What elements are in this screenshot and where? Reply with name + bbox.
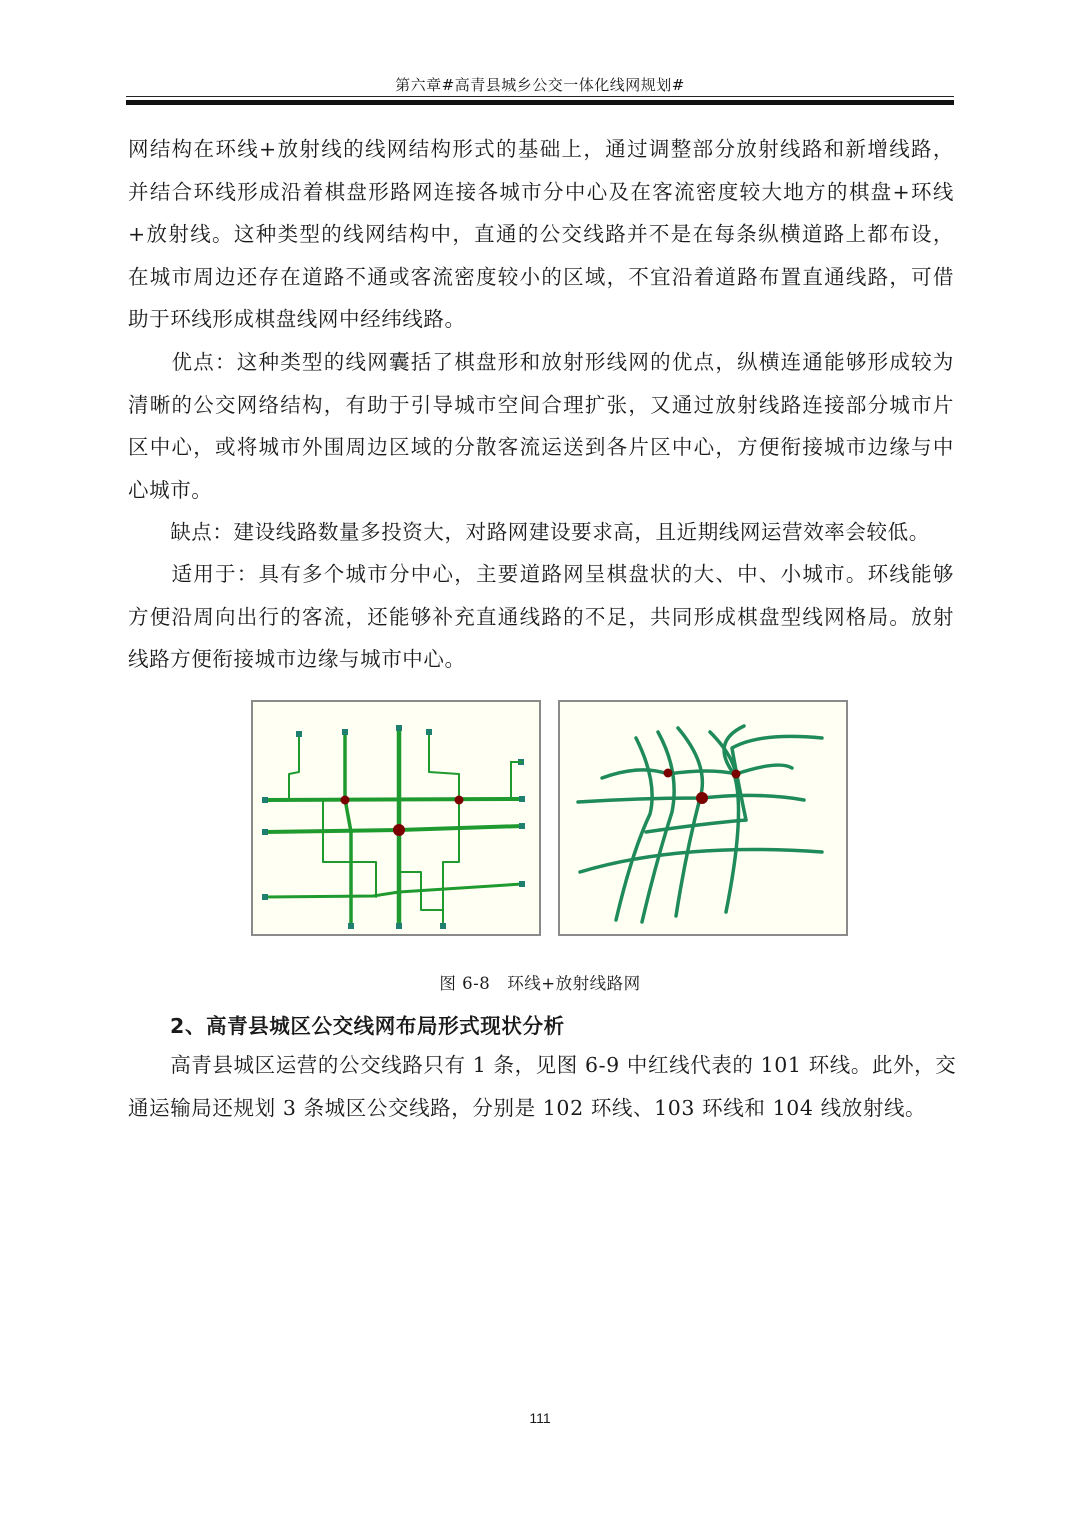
paragraph-advantages: [128, 341, 954, 511]
paragraph-line: 在城市周边还存在道路不通或客流密度较小的区域，不宜沿着道路布置直通线路，可借: [128, 264, 954, 289]
paragraph-network-structure: [128, 128, 954, 341]
paragraph-line: 清晰的公交网络结构，有助于引导城市空间合理扩张，又通过放射线路连接部分城市片: [128, 392, 954, 417]
figure-caption: 图 6-8 环线+放射线路网: [439, 974, 641, 993]
header-rule-thick: [126, 100, 954, 105]
paragraph-current-status: [128, 1044, 957, 1129]
diagram-grid-ring-radial: [251, 700, 541, 936]
paragraph-line: 优点：这种类型的线网囊括了棋盘形和放射形线网的优点，纵横连通能够形成较为: [128, 350, 954, 374]
paragraph-line: +放射线。这种类型的线网结构中，直通的公交线路并不是在每条纵横道路上都布设，: [128, 222, 954, 247]
paragraph-line: 助于环线形成棋盘线网中经纬线路。: [128, 307, 466, 332]
paragraph-line: 方便沿周向出行的客流，还能够补充直通线路的不足，共同形成棋盘型线网格局。放射: [128, 604, 954, 629]
paragraph-disadvantages: [128, 511, 954, 554]
paragraph-line: 区中心，或将城市外围周边区域的分散客流运送到各片区中心，方便衔接城市边缘与中: [128, 435, 954, 460]
paragraph-line: 适用于：具有多个城市分中心，主要道路网呈棋盘状的大、中、小城市。环线能够: [128, 562, 954, 586]
paragraph-applicability: [128, 553, 954, 681]
paragraph-line: 缺点：建设线路数量多投资大，对路网建设要求高，且近期线网运营效率会较低。: [128, 520, 930, 544]
grid-network-svg: [253, 702, 539, 934]
paragraph-line: 高青县城区运营的公交线路只有 1 条，见图 6-9 中红线代表的 101 环线。此外，交: [128, 1053, 957, 1077]
organic-network-svg: [560, 702, 846, 934]
page-number: 111: [529, 1410, 551, 1426]
paragraph-line: 通运输局还规划 3 条城区公交线路，分别是 102 环线、103 环线和 104 线放射线。: [128, 1095, 927, 1120]
diagram-organic-ring-radial: [558, 700, 848, 936]
paragraph-line: 网结构在环线+放射线的线网结构形式的基础上，通过调整部分放射线路和新增线路，: [128, 137, 954, 161]
paragraph-line: 并结合环线形成沿着棋盘形路网连接各城市分中心及在客流密度较大地方的棋盘+环线: [128, 179, 954, 204]
paragraph-line: 心城市。: [128, 477, 213, 502]
header-rule-thin: [126, 96, 954, 97]
running-header: 第六章#高青县城乡公交一体化线网规划#: [395, 76, 685, 94]
paragraph-line: 线路方便衔接城市边缘与城市中心。: [128, 647, 466, 672]
figure-network-diagrams: [248, 700, 852, 944]
section-heading: 2、高青县城区公交线网布局形式现状分析: [170, 1014, 565, 1038]
